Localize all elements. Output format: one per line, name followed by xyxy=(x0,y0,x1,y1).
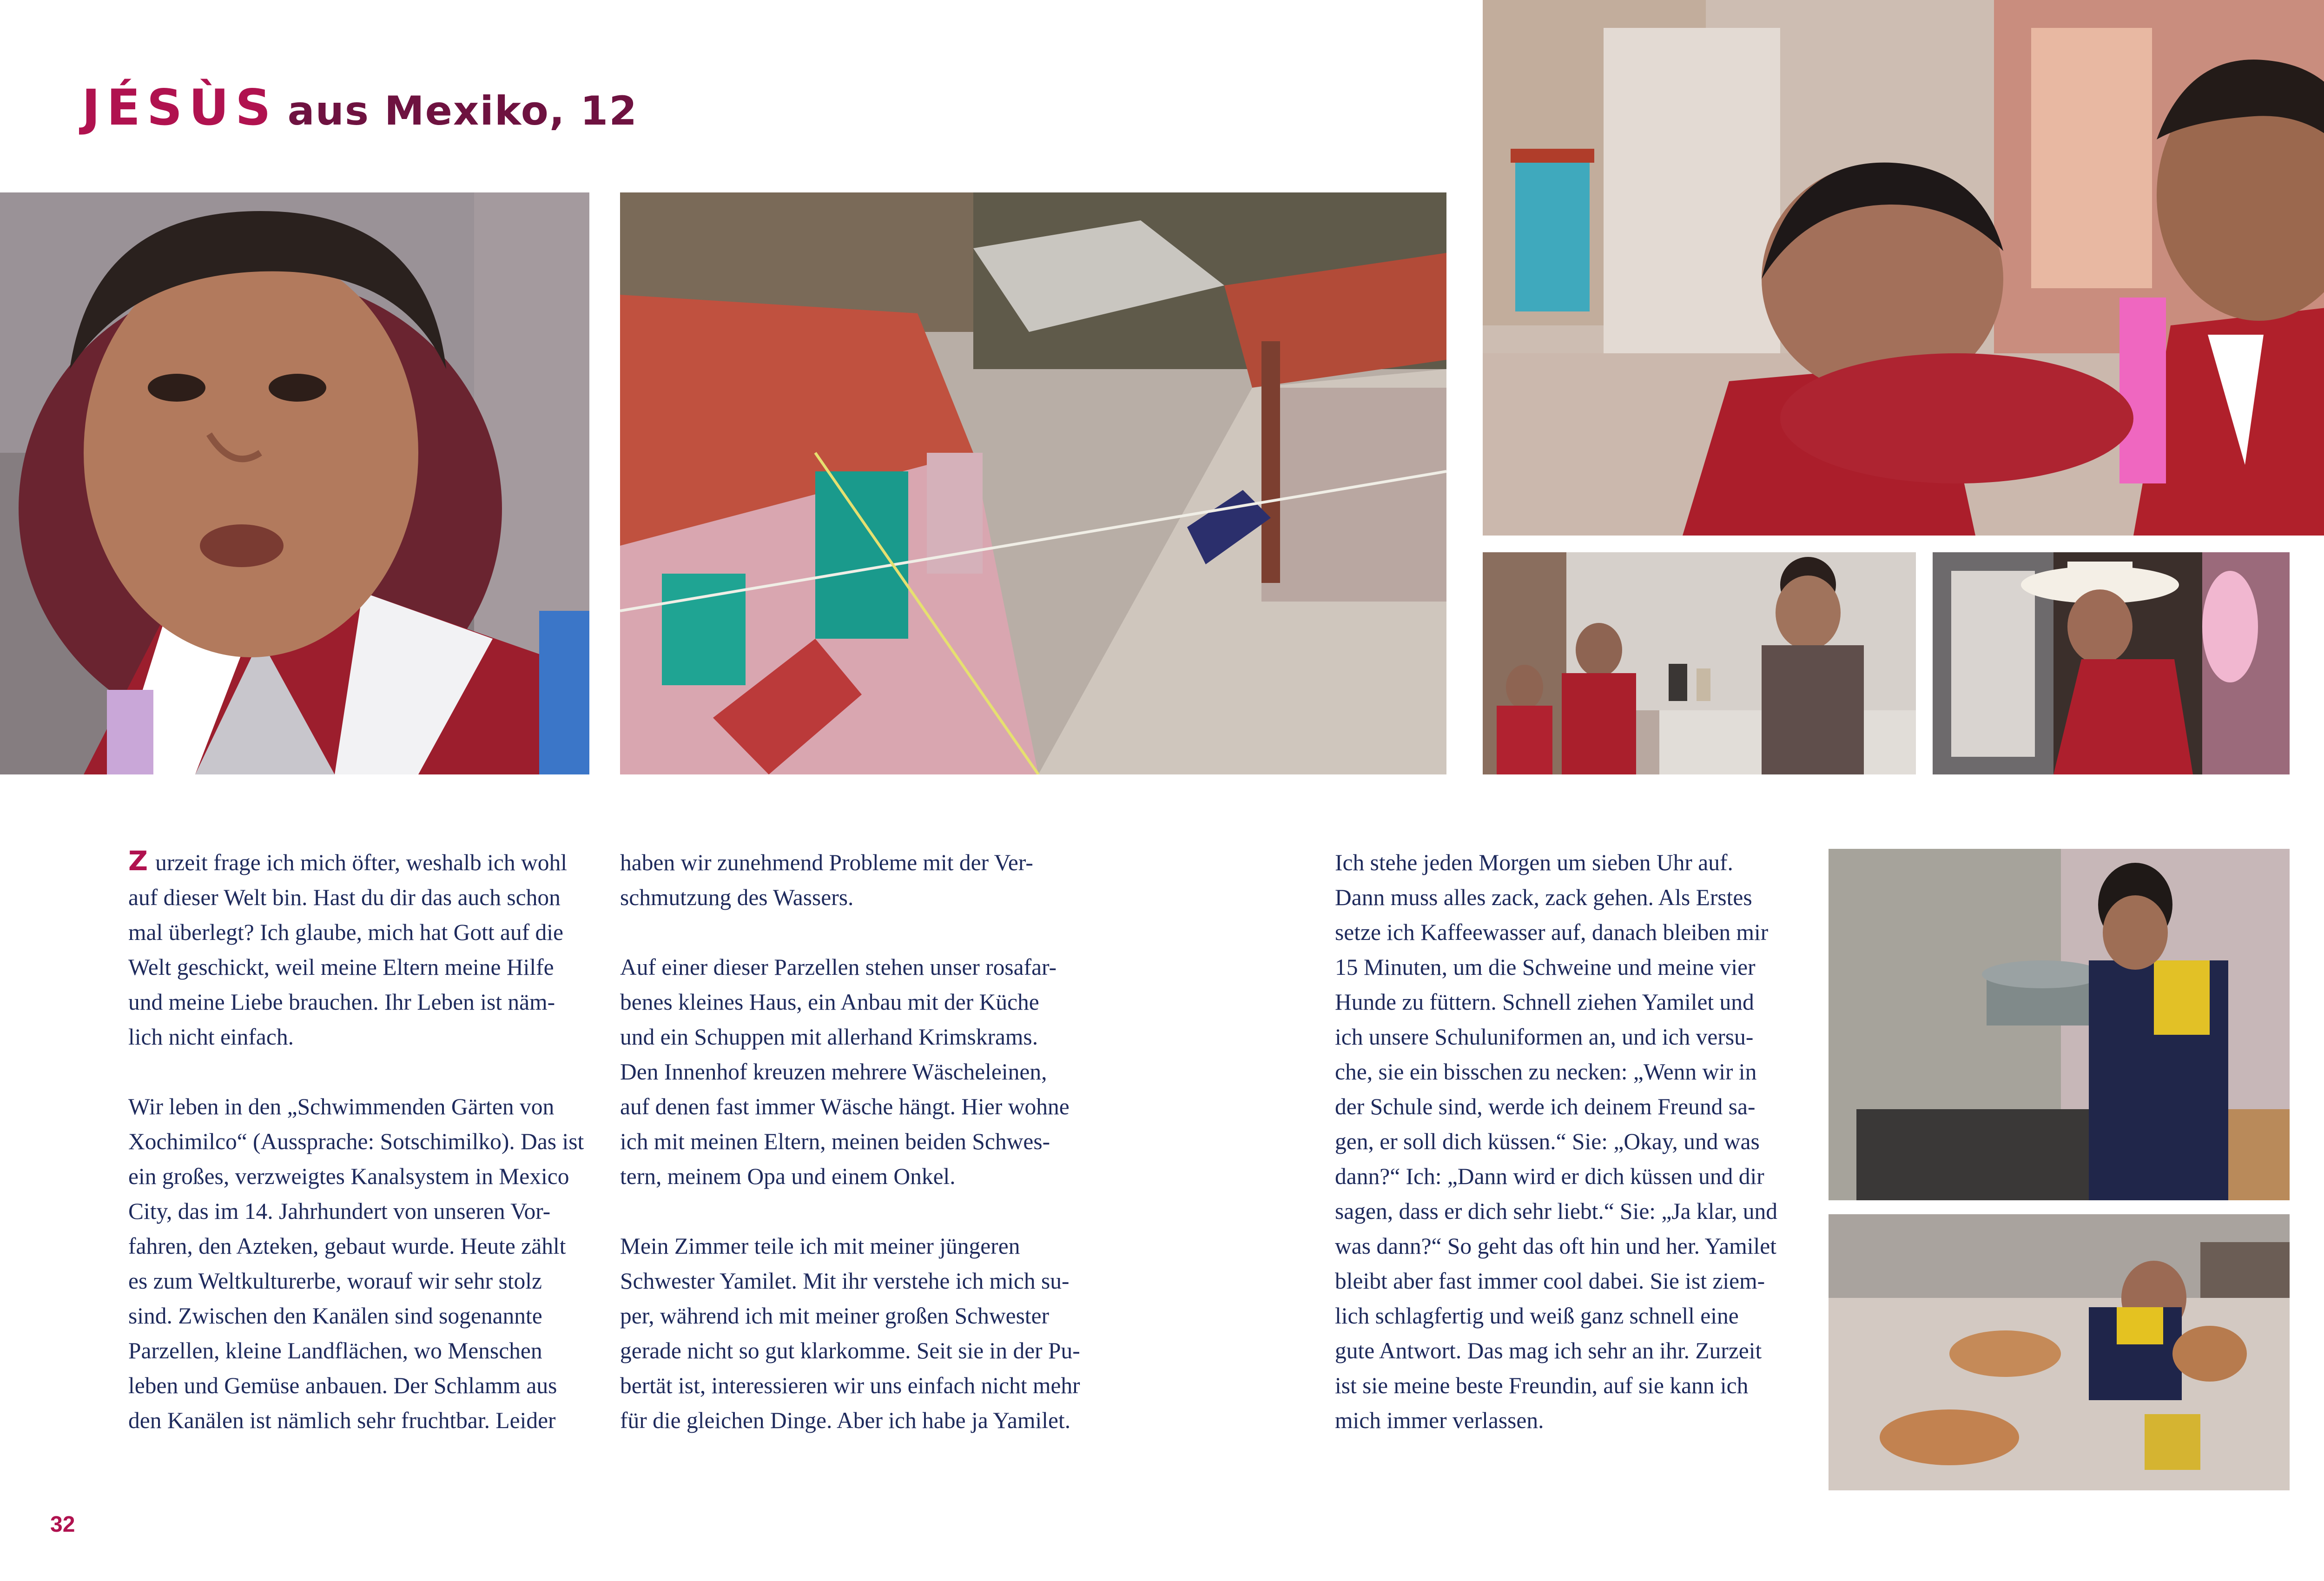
drop-cap: Z xyxy=(128,845,148,877)
title-subtitle: aus Mexiko, 12 xyxy=(287,88,638,134)
photo-boy-cowboy-hat xyxy=(1933,552,2290,774)
title-name: JÉSÙS xyxy=(82,79,277,136)
text-column-3: Ich stehe jeden Morgen um sieben Uhr auf. Dann muss alles zack, zack gehen. Als Erstes setze ich Kaffeewasser auf, danach bleiben mir 15 Minuten, um die Schweine und meine vier Hunde zu füttern. Schnell ziehen Yamilet und ich unsere Schuluniformen an, und ich versu- che, sie ein bisschen zu necken: „Wenn wir in der Schule sind, werde ich deinem Freund sa- gen, er soll dich küssen.“ Sie: „Okay, und was dann?“ Ich: „Dann wird er dich küssen und dir sagen, dass er dich sehr liebt.“ Sie: „Ja klar, und was dann?“ So geht das oft hin und her. Yamilet bleibt aber fast immer cool dabei. Sie ist ziem- lich schlagfertig und weiß ganz schnell eine gute Antwort. Das mag ich sehr an ihr. Zurzeit ist sie meine beste Freundin, auf sie kann ich mich immer verlassen. xyxy=(1335,850,1777,1433)
page-number-left: 32 xyxy=(50,1512,75,1537)
photo-boy-cooking xyxy=(1829,849,2290,1200)
text-column-1 xyxy=(128,845,591,1438)
article-title xyxy=(82,79,638,144)
photo-boy-feeding-dogs xyxy=(1829,1214,2290,1490)
photo-kitchen-mother xyxy=(1483,552,1916,774)
text-column-2: haben wir zunehmend Probleme mit der Ver- schmutzung des Wassers. Auf einer dieser Parzellen stehen unser rosafar- benes kleines Haus, ein Anbau mit der Küche und ein Schuppen mit allerhand Krimskrams. Den Innenhof kreuzen mehrere Wäscheleinen, auf denen fast immer Wäsche hängt. Hier wohne ich mit meinen Eltern, meinen beiden Schwes- tern, meinem Opa und einem Onkel. Mein Zimmer teile ich mit meiner jüngeren Schwester Yamilet. Mit ihr verstehe ich mich su- per, während ich mit meiner großen Schwester gerade nicht so gut klarkomme. Seit sie in der Pu- bertät ist, interessieren wir uns einfach nicht mehr für die gleichen Dinge. Aber ich habe ja Yamilet. xyxy=(620,850,1080,1433)
column-1-text: urzeit frage ich mich öfter, weshalb ich wohl auf dieser Welt bin. Hast du dir das auch schon mal überlegt? Ich glaube, mich hat Gott auf die Welt geschickt, weil meine Eltern meine Hilfe und meine Liebe brauchen. Ihr Leben ist näm- lich nicht einfach. Wir leben in den „Schwimmenden Gärten von Xochimilco“ (Aussprache: Sotschimilko). Das ist ein großes, verzweigtes Kanalsystem in Mexico City, das im 14. Jahrhundert von unseren Vor- fahren, den Azteken, gebaut wurde. Heute zählt es zum Weltkulturerbe, worauf wir sehr stolz sind. Zwischen den Kanälen sind sogenannte Parzellen, kleine Landflächen, wo Menschen leben und Gemüse anbauen. Der Schlamm aus den Kanälen ist nämlich sehr fruchtbar. Leider xyxy=(128,850,584,1433)
photo-pink-house xyxy=(620,192,1446,774)
photo-children-uniform xyxy=(1483,0,2324,536)
photo-boy-portrait xyxy=(0,192,589,774)
